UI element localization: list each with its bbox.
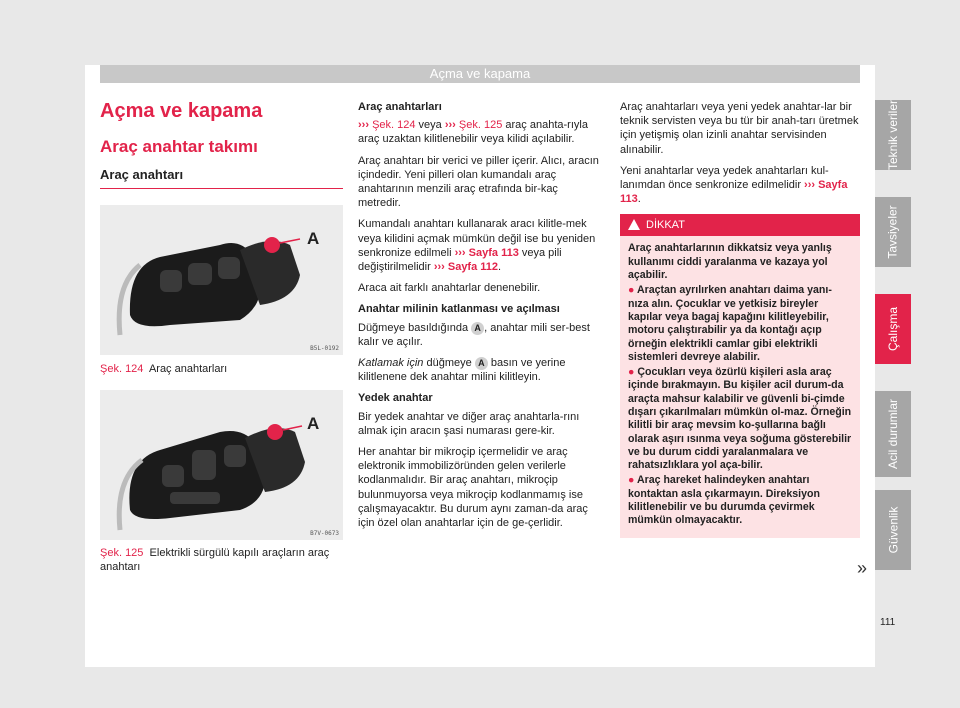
bullet-icon: ● xyxy=(628,474,637,487)
figure-number: Şek. 124 xyxy=(100,363,144,375)
subheading: Araç anahtarları xyxy=(358,101,442,113)
page-link[interactable]: ››› Sayfa 113 xyxy=(620,179,848,206)
button-a-marker: A xyxy=(475,357,488,370)
text: araç anahta-rıyla araç uzaktan kilitlenebilir veya kilidi açılabilir. xyxy=(358,119,588,146)
text: basın ve yerine kilitlenene dek anahtar milini kilitleyin. xyxy=(358,357,566,384)
car-key-image xyxy=(100,205,343,355)
column-3 xyxy=(620,100,860,538)
text: Düğmeye basıldığında xyxy=(358,321,469,334)
warning-icon xyxy=(628,219,640,230)
continued-icon: » xyxy=(857,558,868,578)
caption-text: Elektrikli sürgülü kapılı araçların araç anahtarı xyxy=(100,547,330,573)
warning-header xyxy=(620,214,860,236)
figure-number: Şek. 125 xyxy=(100,547,144,559)
paragraph: Araç anahtarları veya yeni yedek anahtar-lar bir teknik servisten veya bu tür bir anah-tarı üretmek için yetişmiş olan izinli anahtar servisinden alınabilir. xyxy=(620,101,859,156)
tab-calisma[interactable]: Çalışma xyxy=(875,294,911,364)
tab-guvenlik[interactable]: Güvenlik xyxy=(875,490,911,570)
figure-link[interactable]: Şek. 125 xyxy=(458,119,503,132)
arrow-ref: ››› xyxy=(358,119,369,132)
figure-code: B5L-0192 xyxy=(310,345,339,352)
subheading: Anahtar milinin katlanması ve açılması xyxy=(358,303,560,316)
topic-title: Araç anahtarı xyxy=(100,167,343,189)
paragraph xyxy=(358,217,602,274)
page-number: 111 xyxy=(880,617,896,628)
column-1 xyxy=(100,100,343,189)
figure-link[interactable]: Şek. 124 xyxy=(372,119,416,132)
paragraph xyxy=(358,321,602,349)
text: . xyxy=(498,261,502,274)
warning-box xyxy=(620,214,860,537)
figure-code: B7V-0673 xyxy=(310,530,339,537)
bullet-icon: ● xyxy=(628,366,638,379)
text: , anahtar mili ser-best kalır ve açılır. xyxy=(358,321,590,348)
page-link[interactable]: ››› Sayfa 113 xyxy=(454,246,519,259)
paragraph xyxy=(358,118,602,146)
warning-item: ● Araçtan ayrılırken anahtarı daima yanı-nıza alın. Çocuklar ve yetkisiz bireyler kapılar veya bagaj kapağını kilitleyebilir, motoru çalıştırabilir ya da kontağı açıp örneğin elektrikli camlar gibi elektrikli sistemleri devreye alabilir. xyxy=(628,284,832,363)
paragraph: Araca ait farklı anahtarlar denenebilir. xyxy=(358,282,541,295)
tab-teknik-veriler[interactable]: Teknik veriler xyxy=(875,100,911,170)
figure-124 xyxy=(100,205,343,355)
paragraph xyxy=(620,164,860,207)
bullet-icon: ● xyxy=(628,284,637,297)
figure-124-caption xyxy=(100,362,343,376)
warning-intro: Araç anahtarlarının dikkatsiz veya yanlış kullanımı ciddi yaralanma ve kazaya yol açabilir. xyxy=(628,242,832,282)
warning-title: DİKKAT xyxy=(646,219,685,232)
text: Yeni anahtarlar veya yedek anahtarları kul-lanımdan önce senkronize edilmelidir xyxy=(620,164,829,192)
subsection-title: Araç anahtar takımı xyxy=(100,137,258,156)
arrow-ref: ››› xyxy=(444,119,456,132)
running-header: Açma ve kapama xyxy=(100,65,860,83)
paragraph: Bir yedek anahtar ve diğer araç anahtarla-rını almak için aracın şasi numarası gere-kir. xyxy=(358,410,580,437)
text: Kumandalı anahtarı kullanarak aracı kilitle-mek veya kilidini açmak mümkün değil ise bu yeniden senkronize edilmeli xyxy=(358,218,596,259)
label-a: A xyxy=(307,229,320,248)
warning-body xyxy=(620,236,860,537)
text: veya pili değiştirilmelidir xyxy=(358,246,562,274)
text: . xyxy=(637,193,641,206)
text: düğmeye xyxy=(426,357,472,370)
tab-acil-durumlar[interactable]: Acil durumlar xyxy=(875,391,911,477)
figure-125 xyxy=(100,390,343,540)
caption-text: Araç anahtarları xyxy=(148,363,228,375)
text: Katlamak için xyxy=(358,357,424,370)
warning-item: ● Araç hareket halindeyken anahtarı kontaktan asla çıkarmayın. Direksiyon kilitlenebilir ve bu durumda çevirmek mümkün olmayacaktır. xyxy=(628,474,820,527)
section-title: Açma ve kapama xyxy=(100,100,263,122)
figure-125-caption xyxy=(100,546,343,574)
page-link[interactable]: ››› Sayfa 112 xyxy=(433,261,499,274)
tab-tavsiyeler[interactable]: Tavsiyeler xyxy=(875,197,911,267)
warning-item: ● Çocukları veya özürlü kişileri asla araç içinde bırakmayın. Bu kişiler acil durum-da araçta mahsur kalabilir ve güvenli bi-çimde dışarı çıkarılmaları mümkün ol-maz. Örneğin kilitli bir araç mevsim ko-şullarına bağlı olarak aşırı ısınma veya soğuma gösterebilir ve bu durum ciddi yaralanmalara ve rahatsızlıklara yol aça-bilir. xyxy=(628,366,852,472)
subheading: Yedek anahtar xyxy=(358,392,433,405)
column-2 xyxy=(358,100,602,537)
paragraph: Araç anahtarı bir verici ve piller içerir. Alıcı, aracın içindedir. Yeni pilleri olan kumandalı araç anahtarının menzili araç etrafında bir-kaç metredir. xyxy=(358,154,599,210)
paragraph: Her anahtar bir mikroçip içermelidir ve araç elektronik immobilizöründen gelen verilerle kodlanmalıdır. Bir araç anahtarı, mikroçip bulunmuyorsa veya mikroçip kodlanmamış ise çalışmayacaktır. Bu durum aynı zaman-da araç için özel olan anahtarlar için de ge-çerlidir. xyxy=(358,446,588,530)
text: veya xyxy=(418,119,442,132)
button-a-marker: A xyxy=(471,322,484,335)
label-a: A xyxy=(307,414,320,433)
car-key-image xyxy=(100,390,343,540)
paragraph xyxy=(358,356,602,384)
